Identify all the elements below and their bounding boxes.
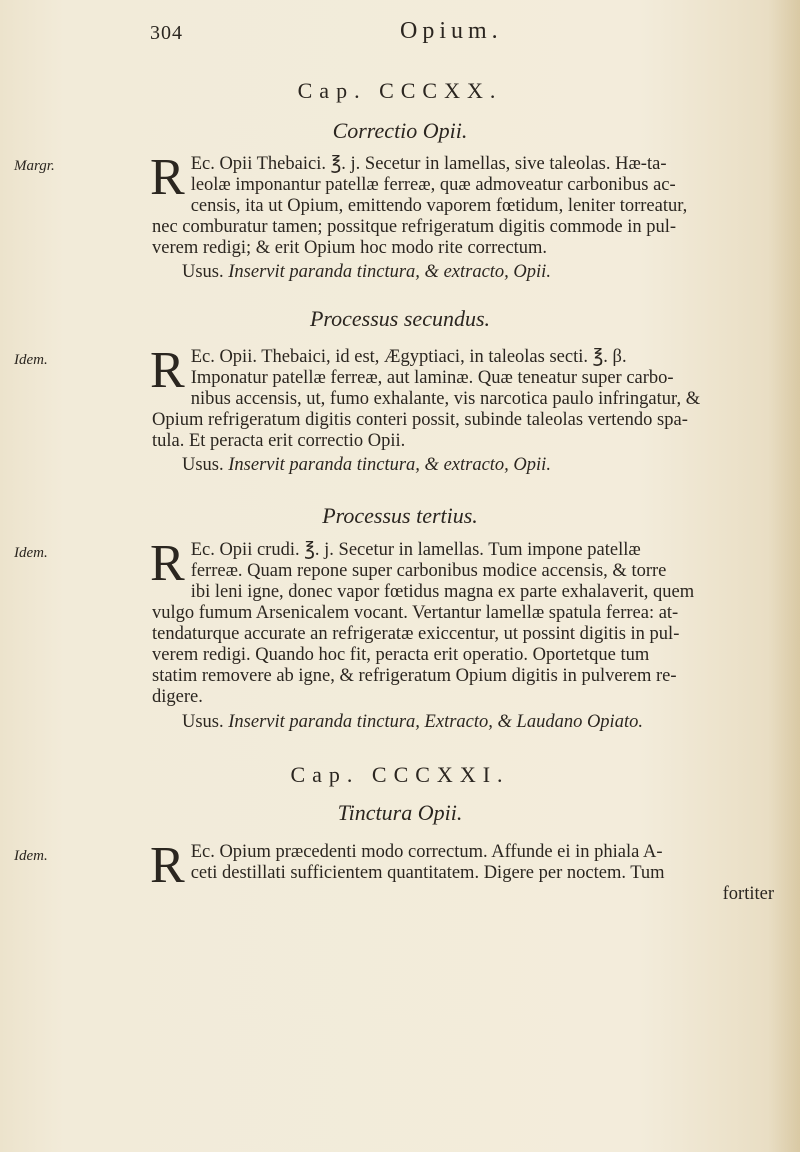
usus-text: Inservit paranda tinctura, & extracto, Opii. xyxy=(228,455,551,475)
margin-note: Margr. xyxy=(14,158,55,174)
usus-text: Inservit paranda tinctura, Extracto, & Laudano Opiato. xyxy=(228,712,643,732)
text-line: ceti destillati sufficientem quantitatem. Digere per noctem. Tum xyxy=(190,863,665,883)
section-heading: Tinctura Opii. xyxy=(337,800,463,825)
text-line: censis, ita ut Opium, emittendo vaporem fœtidum, leniter torreatur, xyxy=(190,196,688,216)
drop-initial: R xyxy=(150,837,185,894)
running-title: Opium. xyxy=(400,18,503,44)
usus-label: Usus. xyxy=(182,455,224,475)
section-heading: Processus secundus. xyxy=(309,306,491,331)
usus-label: Usus. xyxy=(182,262,224,282)
section-heading: Correctio Opii. xyxy=(332,118,468,143)
recipe-paragraph xyxy=(150,535,792,708)
usus-line xyxy=(182,455,551,476)
usus-text: Inservit paranda tinctura, & extracto, Opii. xyxy=(228,262,551,282)
section-heading: Processus tertius. xyxy=(322,503,478,528)
text-line: Ec. Opii Thebaici. ℥. j. Secetur in lamellas, sive taleolas. Hæ-ta- xyxy=(190,154,667,174)
text-line: digere. xyxy=(152,687,203,707)
text-line: Ec. Opium præcedenti modo correctum. Affunde ei in phiala A- xyxy=(190,842,663,862)
page-number: 304 xyxy=(150,22,183,44)
margin-note: Idem. xyxy=(14,545,48,561)
text-line: nibus accensis, ut, fumo exhalante, vis narcotica paulo infringatur, & xyxy=(190,389,701,409)
text-line: statim removere ab igne, & refrigeratum Opium digitis in pulverem re- xyxy=(152,666,677,686)
text-line: verem redigi. Quando hoc fit, peracta erit operatio. Oportetque tum xyxy=(152,645,650,665)
usus-line xyxy=(182,262,551,283)
text-line: Ec. Opii. Thebaici, id est, Ægyptiaci, in taleolas secti. ℥. β. xyxy=(190,347,627,367)
chapter-heading: Cap. CCCXXI. xyxy=(290,762,510,787)
margin-note: Idem. xyxy=(14,352,48,368)
recipe-paragraph xyxy=(150,342,792,452)
usus-line xyxy=(182,712,643,733)
text-line: Opium refrigeratum digitis conteri possit, subinde taleolas vertendo spa- xyxy=(152,410,688,430)
text-line: verem redigi; & erit Opium hoc modo rite correctum. xyxy=(152,238,548,258)
chapter-heading: Cap. CCCXX. xyxy=(297,78,503,103)
text-line: Ec. Opii crudi. ℥. j. Secetur in lamellas. Tum impone patellæ xyxy=(190,540,641,560)
text-line: tula. Et peracta erit correctio Opii. xyxy=(152,431,406,451)
text-line: ferreæ. Quam repone super carbonibus modice accensis, & torre xyxy=(190,561,667,581)
drop-initial: R xyxy=(150,149,185,206)
drop-initial: R xyxy=(150,342,185,399)
catchword: fortiter xyxy=(722,884,774,904)
text-line: nec comburatur tamen; possitque refrigeratum digitis commode in pul- xyxy=(152,217,677,237)
text-line: vulgo fumum Arsenicalem vocant. Vertantur lamellæ spatula ferrea: at- xyxy=(152,603,679,623)
text-line: Imponatur patellæ ferreæ, aut laminæ. Quæ teneatur super carbo- xyxy=(190,368,674,388)
usus-label: Usus. xyxy=(182,712,224,732)
text-line: ibi leni igne, donec vapor fœtidus magna ex parte exhalaverit, quem xyxy=(190,582,695,602)
recipe-paragraph xyxy=(150,837,792,905)
running-head xyxy=(0,16,800,46)
text-line: leolæ imponantur patellæ ferreæ, quæ admoveatur carbonibus ac- xyxy=(190,175,676,195)
margin-note: Idem. xyxy=(14,848,48,864)
recipe-paragraph xyxy=(150,149,792,259)
drop-initial: R xyxy=(150,535,185,592)
text-line: tendaturque accurate an refrigeratæ exiccentur, ut possint digitis in pul- xyxy=(152,624,680,644)
